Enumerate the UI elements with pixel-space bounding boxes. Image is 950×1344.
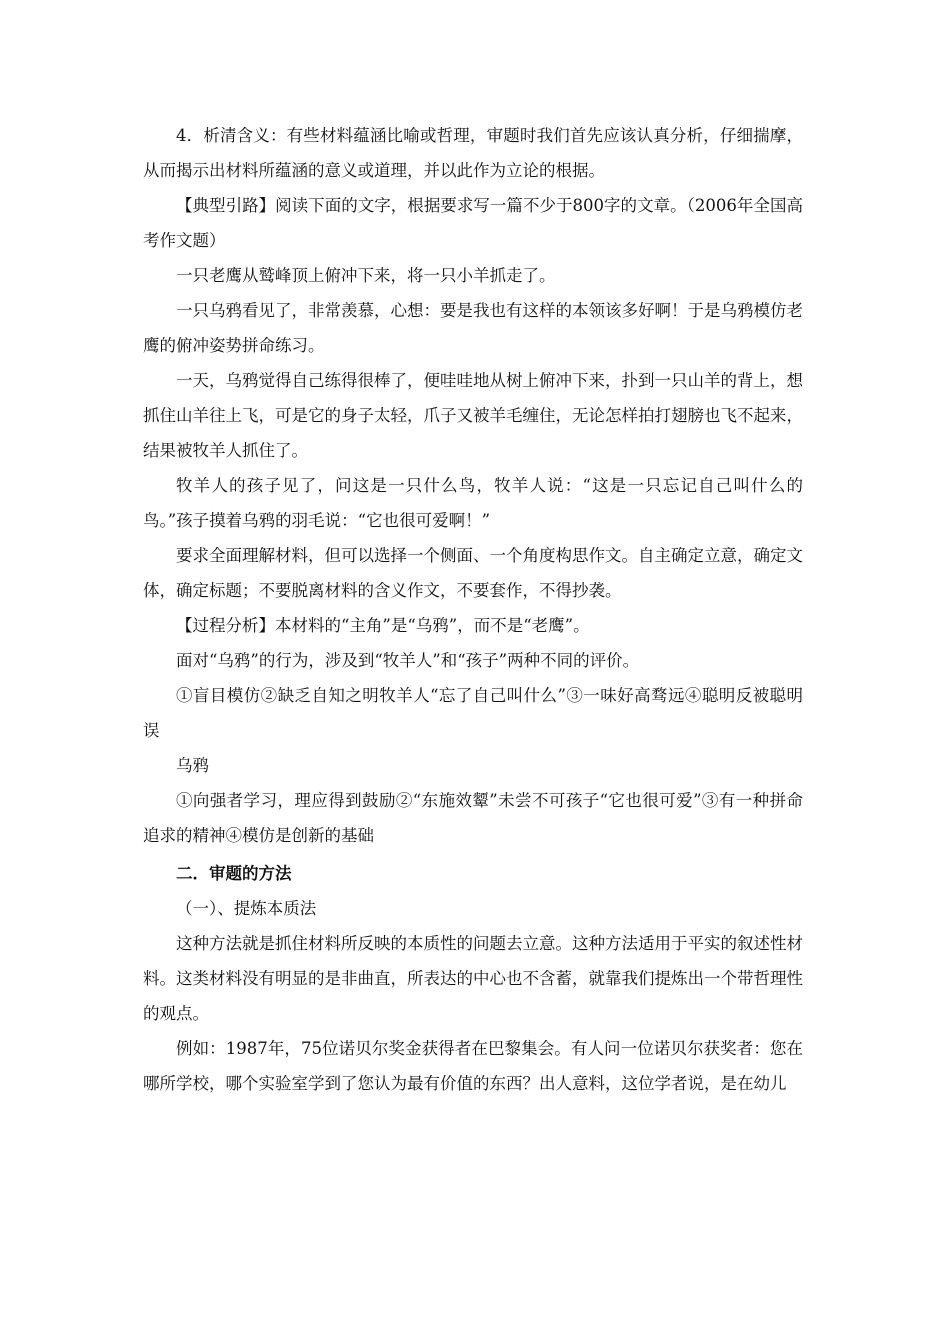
paragraph-story-shepherd-child: 牧羊人的孩子见了，问这是一只什么鸟，牧羊人说：“这是一只忘记自己叫什么的鸟。”孩子摸着乌鸦的羽毛说：“它也很可爱啊！” [143, 476, 803, 530]
paragraph-story-crow-caught: 一天，乌鸦觉得自己练得很棒了，便哇哇地从树上俯冲下来，扑到一只山羊的背上，想抓住山羊往上飞，可是它的身子太轻，爪子又被羊毛缠住，无论怎样拍打翅膀也飞不起来，结果被牧羊人抓住了。 [143, 371, 803, 460]
paragraph-requirements: 要求全面理解材料，但可以选择一个侧面、一个角度构思作文。自主确定立意，确定文体，确定标题；不要脱离材料的含义作文，不要套作，不得抄袭。 [143, 546, 803, 600]
paragraph-nobel-example: 例如：1987年，75位诺贝尔奖金获得者在巴黎集会。有人问一位诺贝尔获奖者：您在哪所学校，哪个实验室学到了您认为最有价值的东西？出人意料，这位学者说，是在幼儿 [143, 1039, 803, 1093]
subsection-heading-essence: （一）、提炼本质法 [176, 899, 317, 918]
paragraph-story-eagle: 一只老鹰从鹫峰顶上俯冲下来，将一只小羊抓走了。 [176, 266, 556, 285]
document-body [143, 118, 803, 1101]
paragraph-shepherd-view: ①盲目模仿②缺乏自知之明牧羊人“忘了自己叫什么”③一味好高骛远④聪明反被聪明误 [143, 686, 803, 740]
paragraph-two-evaluations: 面对“乌鸦”的行为，涉及到“牧羊人”和“孩子”两种不同的评价。 [176, 651, 640, 670]
paragraph-process-analysis: 【过程分析】本材料的“主角”是“乌鸦”，而不是“老鹰”。 [176, 616, 590, 635]
paragraph-typical-example: 【典型引路】阅读下面的文字，根据要求写一篇不少于800字的文章。（2006年全国高考作文题） [143, 196, 803, 250]
paragraph-method-description: 这种方法就是抓住材料所反映的本质性的问题去立意。这种方法适用于平实的叙述性材料。这类材料没有明显的是非曲直，所表达的中心也不含蓄，就靠我们提炼出一个带哲理性的观点。 [143, 934, 803, 1023]
paragraph-child-view: ①向强者学习，理应得到鼓励②“东施效颦”未尝不可孩子“它也很可爱”③有一种拼命追求的精神④模仿是创新的基础 [143, 791, 803, 845]
paragraph-story-crow-envy: 一只乌鸦看见了，非常羡慕，心想：要是我也有这样的本领该多好啊！于是乌鸦模仿老鹰的俯冲姿势拼命练习。 [143, 301, 803, 355]
paragraph-analyze-meaning: 4．析清含义：有些材料蕴涵比喻或哲理，审题时我们首先应该认真分析，仔细揣摩，从而揭示出材料所蕴涵的意义或道理，并以此作为立论的根据。 [143, 126, 803, 180]
paragraph-crow-label: 乌鸦 [176, 756, 209, 775]
section-heading-methods: 二．审题的方法 [176, 864, 292, 883]
